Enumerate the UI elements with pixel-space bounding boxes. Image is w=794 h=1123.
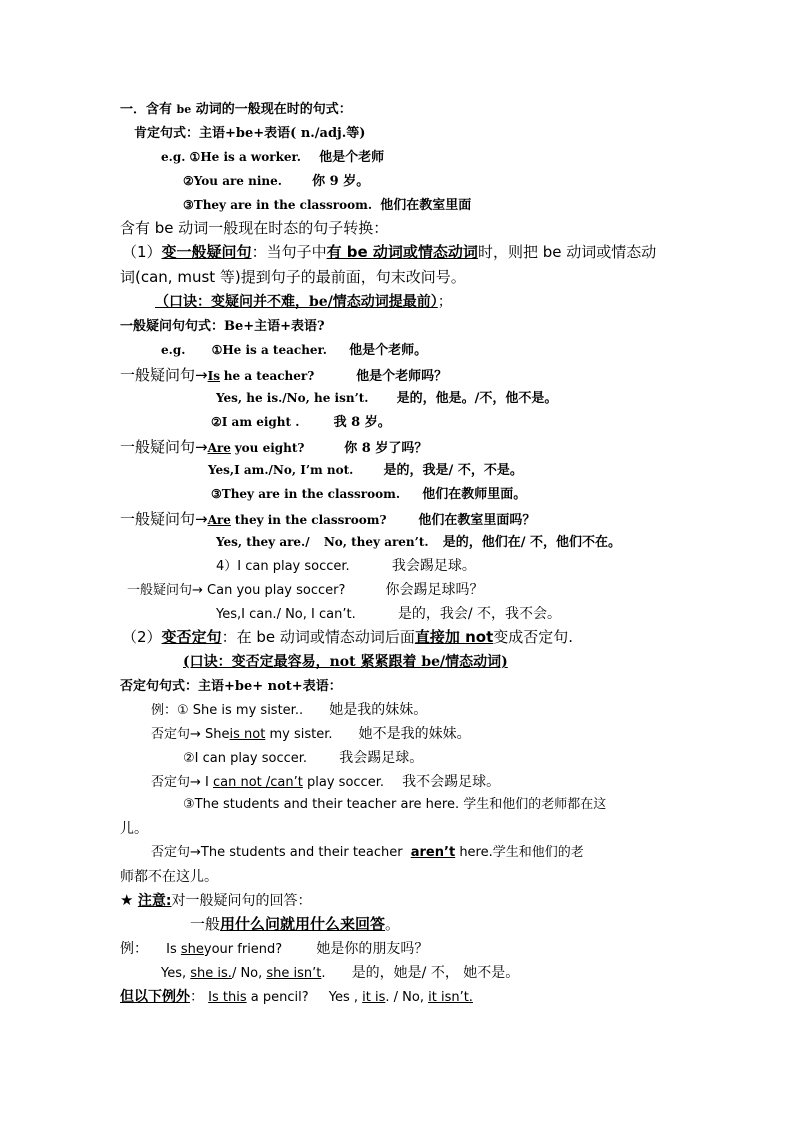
neg-example-1: 例：① She is my sister.. 她是我的妹妹。 (151, 702, 428, 718)
q-example-1: e.g. ①He is a teacher. 他是个老师。 (161, 343, 428, 358)
question-pattern: 一般疑问句句式：Be+主语+表语? (120, 319, 325, 334)
neg-example-1-negative: 否定句→ Sheis not my sister. 她不是我的妹妹。 (151, 726, 471, 742)
q-example-2: ②I am eight . 我 8 岁。 (211, 415, 391, 430)
rule-question: （1）变一般疑问句：当句子中有 be 动词或情态动词时，则把 be 动词或情态动 (122, 243, 657, 261)
q-example-4-question: 一般疑问句→ Can you play soccer? 你会踢足球吗？ (127, 582, 484, 598)
rhyme-negative: (口诀：变否定最容易，not 紧紧跟着 be/情态动词) (183, 654, 508, 670)
q-example-3-question: 一般疑问句→Are they in the classroom? 他们在教室里面吗？ (120, 510, 536, 528)
neg-example-2-negative: 否定句→ I can not /can’t play soccer. 我不会踢足球。 (151, 774, 501, 790)
note-rule: 一般用什么问就用什么来回答。 (190, 915, 401, 933)
rhyme-question: （口诀：变疑问并不难，be/情态动词提最前）； (155, 294, 452, 310)
note-line: ★ 注意:对一般疑问句的回答： (120, 891, 312, 909)
exception-line: 但以下例外： Is this a pencil? Yes , it is. / No, it isn’t. (120, 989, 473, 1005)
q-example-4: 4）I can play soccer. 我会踢足球。 (216, 558, 476, 574)
neg-example-3-negative-cont: 师都不在这儿。 (120, 869, 218, 885)
star-icon: ★ (120, 891, 134, 909)
q-example-3-answer: Yes, they are./ No, they aren’t. 是的，他们在/ 不，他们不在。 (216, 535, 622, 550)
note-example: 例： Is sheyour friend? 她是你的朋友吗？ (120, 941, 429, 957)
neg-example-3: ③The students and their teacher are here. 学生和他们的老师都在这 (183, 797, 607, 812)
q-example-1-answer: Yes, he is./No, he isn’t. 是的，他是。/不，他不是。 (216, 391, 558, 406)
q-example-3: ③They are in the classroom. 他们在教师里面。 (211, 487, 527, 502)
example-3: ③They are in the classroom. 他们在教室里面 (183, 198, 472, 213)
section-title: 一．含有 be 动词的一般现在时的句式： (120, 102, 352, 117)
note-example-answer: Yes, she is./ No, she isn’t. 是的，她是/ 不， 她不是。 (161, 965, 520, 981)
q-example-2-answer: Yes,I am./No, I’m not. 是的，我是/ 不，不是。 (208, 463, 523, 478)
rule-negative: （2）变否定句：在 be 动词或情态动词后面直接加 not变成否定句. (122, 628, 574, 646)
example-1: e.g. ①He is a worker. 他是个老师 (161, 150, 385, 165)
q-example-2-question: 一般疑问句→Are you eight? 你 8 岁了吗？ (120, 438, 428, 456)
rule-question-cont: 词(can, must 等)提到句子的最前面，句末改问号。 (120, 268, 466, 286)
q-example-4-answer: Yes,I can./ No, I can’t. 是的，我会/ 不，我不会。 (216, 606, 562, 622)
conversion-heading: 含有 be 动词一般现在时态的句子转换： (120, 219, 389, 237)
neg-example-3-cont: 儿。 (120, 821, 148, 837)
example-2: ②You are nine. 你 9 岁。 (183, 174, 370, 189)
negative-pattern: 否定句句式：主语+be+ not+表语： (120, 679, 342, 694)
q-example-1-question: 一般疑问句→Is he a teacher? 他是个老师吗？ (120, 366, 448, 384)
affirmative-pattern: 肯定句式：主语+be+表语( n./adj.等) (134, 126, 366, 141)
neg-example-3-negative: 否定句→The students and their teacher aren’t here.学生和他们的老 (151, 845, 584, 860)
neg-example-2: ②I can play soccer. 我会踢足球。 (183, 750, 424, 766)
